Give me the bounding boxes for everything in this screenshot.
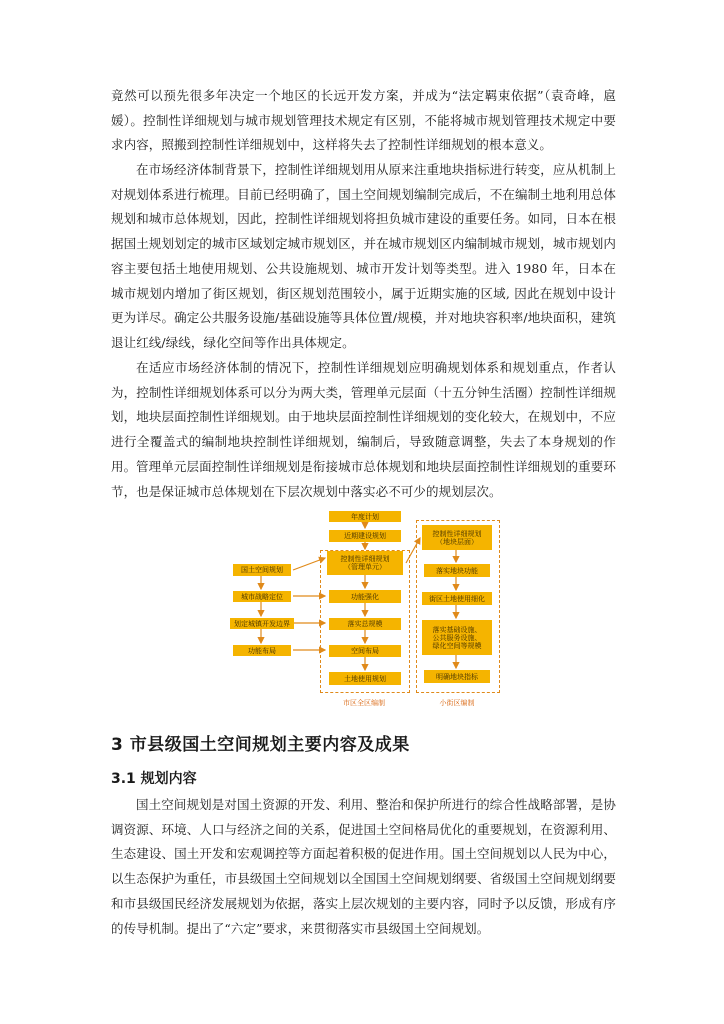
box-function-strengthening: 功能强化 [329, 590, 401, 603]
box-urban-development-boundary: 划定城镇开发边界 [230, 618, 294, 629]
box-land-use-plan: 土地使用规划 [329, 672, 401, 685]
box-city-strategic-positioning: 城市战略定位 [233, 591, 291, 602]
caption-citywide: 市区全区编制 [343, 699, 385, 707]
paragraph-1: 竟然可以预先很多年决定一个地区的长远开发方案，并成为“法定羁束依据”（袁奇峰，扈媛）。控制性详细规划与城市规划管理技术规定有区别，不能将城市规划管理技术规定中要求内容，照搬到控制性详细规划中，这样将失去了控制性详细规划的根本意义。 [111, 88, 616, 153]
paragraph-4: 管理单元层面控制性详细规划是衔接城市总体规划和地块层面控制性详细规划的重要环节，也是保证城市总体规划在下层次规划中落实必不可少的规划层次。 [111, 459, 616, 499]
planning-flow-diagram [230, 508, 510, 713]
box-block-land-use-detail: 街区土地使用细化 [422, 592, 492, 605]
box-near-term-plan: 近期建设规划 [329, 530, 401, 542]
caption-small-block: 小街区编制 [439, 699, 475, 707]
box-implement-parcel-function: 落实地块功能 [424, 564, 490, 577]
paragraph-3: 在适应市场经济体制的情况下，控制性详细规划应明确规划体系和规划重点，作者认为，控制性详细规划体系可以分为两大类，管理单元层面（十五分钟生活圈）控制性详细规划，地块层面控制性详细规划。由于地块层面控制性详细规划的变化较大，在规划中，不应进行全覆盖式的编制地块控制性详细规划，编制后，导致随意调整，失去了本身规划的作用。 [111, 360, 616, 474]
box-regulatory-plan-unit: 控制性详细规划 （管理单元） [327, 551, 403, 575]
paragraph-5: 国土空间规划是对国土资源的开发、利用、整治和保护所进行的综合性战略部署，是协调资源、环境、人口与经济之间的关系，促进国土空间格局优化的重要规划，在资源利用、生态建设、国土开发和宏观调控等方面起着积极的促进作用。国土空间规划以人民为中心，以生态保护为重任，市县级国土空间规划以全国国土空间规划纲要、省级国土空间规划纲要和市县级国民经济发展规划为依据，落实上层次规划的主要内容，同时予以反馈，形成有序的传导机制。提出了“六定”要求，来贯彻落实市县级国土空间规划。 [111, 797, 616, 936]
box-implement-facilities-scale: 落实基础设施、 公共服务设施、 绿化空间等规模 [422, 620, 492, 655]
box-define-parcel-indicators: 明确地块指标 [424, 670, 490, 683]
section-heading: 3 市县级国土空间规划主要内容及成果 [111, 735, 410, 755]
box-implement-total-scale: 落实总规模 [329, 618, 401, 630]
box-land-space-planning: 国土空间规划 [233, 564, 291, 576]
box-functional-layout: 功能布局 [233, 645, 291, 656]
box-spatial-layout: 空间布局 [329, 645, 401, 657]
subsection-heading: 3.1 规划内容 [111, 771, 197, 787]
box-annual-plan: 年度计划 [329, 511, 401, 522]
paragraph-2: 在市场经济体制背景下，控制性详细规划用从原来注重地块指标进行转变，应从机制上对规划体系进行梳理。目前已经明确了，国土空间规划编制完成后，不在编制土地利用总体规划和城市总体规划，因此，控制性详细规划将担负城市建设的重要任务。如同，日本在根据国土规划划定的城市区域划定城市规划区，并在城市规划区内编制城市规划，城市规划内容主要包括土地使用规划、公共设施规划、城市开发计划等类型。进入 1980 年，日本在城市规划内增加了街区规划，街区规划范围较小，属于近期实施的区域, 因此在规划中设计更为详尽。确定公共服务设施/基础设施等具体位置/规模，并对地块容积率/地块面积，建筑退让红线/绿线，绿化空间等作出具体规定。 [111, 162, 616, 350]
box-regulatory-plan-parcel: 控制性详细规划 （地块层面） [422, 525, 492, 550]
